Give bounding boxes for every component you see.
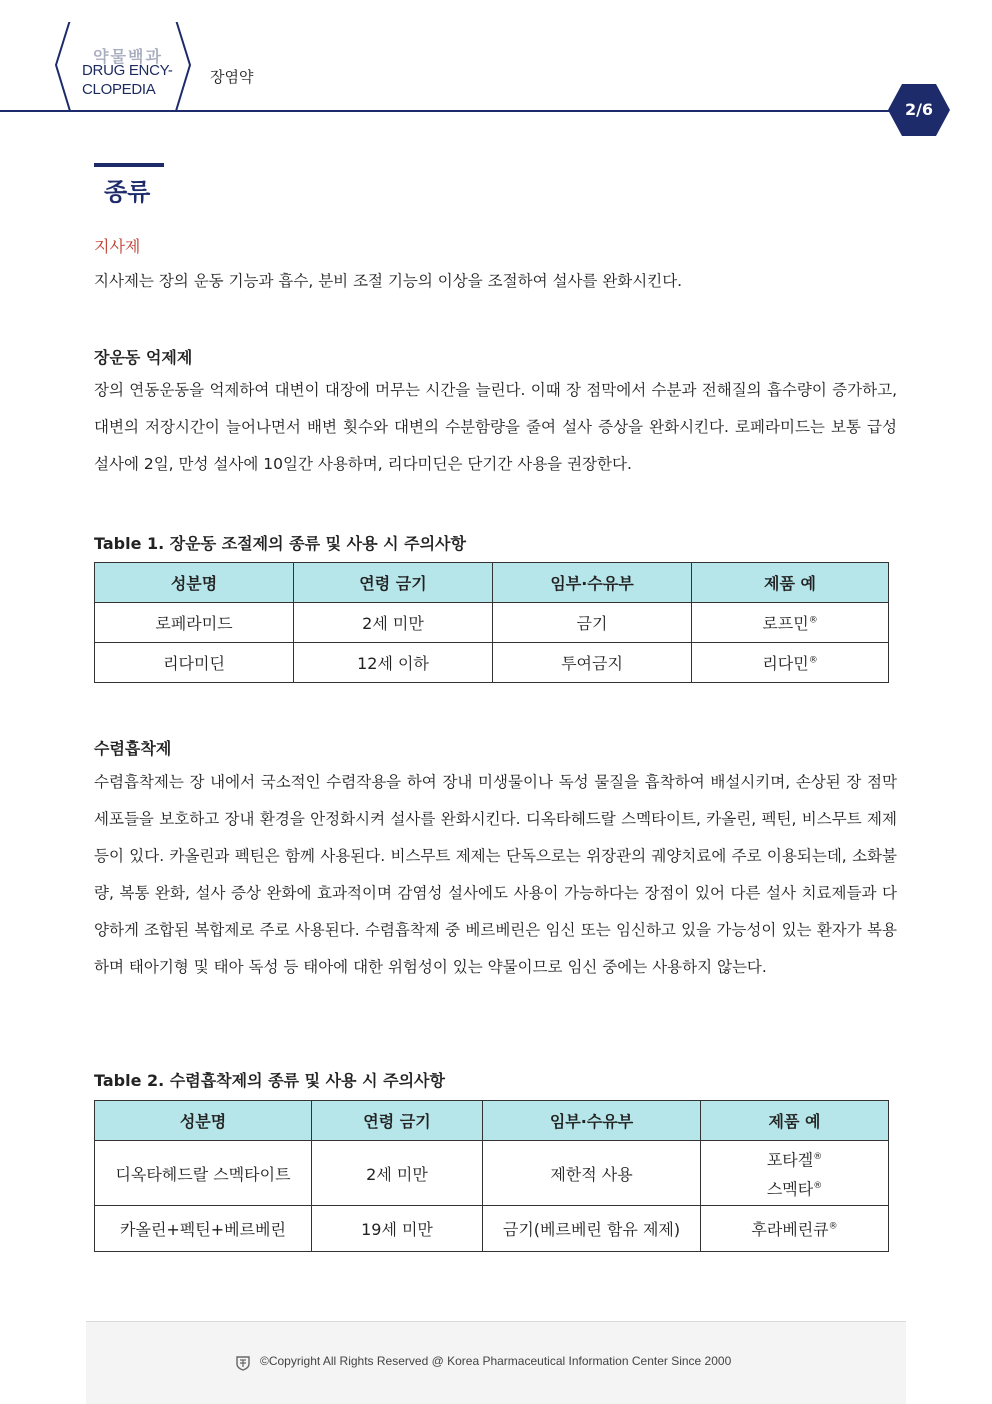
- table1-header-cell: 연령 금기: [294, 563, 493, 603]
- table2-header-cell: 연령 금기: [312, 1101, 483, 1141]
- table-cell: 디옥타헤드랄 스멕타이트: [95, 1141, 312, 1206]
- table2-header-cell: 임부·수유부: [483, 1101, 701, 1141]
- table-cell: 제한적 사용: [483, 1141, 701, 1206]
- table-cell: 2세 미만: [312, 1141, 483, 1206]
- page-header: [0, 0, 992, 140]
- section-title: 종류: [104, 178, 151, 206]
- table2-header-row: [95, 1101, 889, 1141]
- table-row: [95, 1141, 889, 1206]
- table2-header-cell: 성분명: [95, 1101, 312, 1141]
- section-accent-bar: [94, 163, 164, 167]
- table2-caption: Table 2. 수렴흡착제의 종류 및 사용 시 주의사항: [94, 1071, 445, 1090]
- table1-caption: Table 1. 장운동 조절제의 종류 및 사용 시 주의사항: [94, 534, 466, 553]
- antidiarrheal-paragraph: 지사제는 장의 운동 기능과 흡수, 분비 조절 기능의 이상을 조절하여 설사를 완화시킨다.: [94, 272, 683, 290]
- motility-heading: 장운동 억제제: [94, 348, 193, 367]
- registered-mark: ®: [808, 615, 818, 626]
- table-cell: 로페라미드: [95, 603, 294, 643]
- product-name: 로프민: [762, 614, 809, 633]
- brand-korean-title: 약물백과: [93, 47, 163, 66]
- table-cell: 리다미딘: [95, 643, 294, 683]
- product-line: [701, 1144, 888, 1173]
- motility-paragraph: 장의 연동운동을 억제하여 대변이 대장에 머무는 시간을 늘린다. 이때 장 점막에서 수분과 전해질의 흡수량이 증가하고, 대변의 저장시간이 늘어나면서 배변 횟수와 대변의 수분함량을 줄여 설사 증상을 완화시킨다. 로페라미드는 보통 급성 설사에 2일, 만성 설사에 10일간 사용하며, 리다미딘은 단기간 사용을 권장한다.: [94, 381, 897, 473]
- product-name: 리다민: [762, 654, 809, 673]
- table-cell: 카올린+펙틴+베르베린: [95, 1206, 312, 1252]
- registered-mark: ®: [808, 655, 818, 666]
- product-line: [701, 1173, 888, 1202]
- registered-mark: ®: [813, 1151, 823, 1162]
- page-footer: [86, 1321, 906, 1404]
- adsorbent-paragraph: 수렴흡착제는 장 내에서 국소적인 수렴작용을 하여 장내 미생물이나 독성 물질을 흡착하여 배설시키며, 손상된 장 점막 세포들을 보호하고 장내 환경을 안정화시켜 설사를 완화시킨다. 디옥타헤드랄 스멕타이트, 카올린, 펙틴, 비스무트 제제 등이 있다. 카올린과 펙틴은 함께 사용된다. 비스무트 제제는 단독으로는 위장관의 궤양치료에 주로 이용되는데, 소화불량, 복통 완화, 설사 증상 완화에 효과적이며 감염성 설사에도 사용이 가능하다는 장점이 있어 다른 설사 치료제들과 다양하게 조합된 복합제로 주로 사용된다. 수렴흡착제 중 베르베린은 임신 또는 임신하고 있을 가능성이 있는 환자가 복용하며 태아기형 및 태아 독성 등 태아에 대한 위험성이 있는 약물이므로 임신 중에는 사용하지 않는다.: [94, 773, 897, 976]
- registered-mark: ®: [828, 1221, 838, 1232]
- product-name: 포타겔: [766, 1150, 814, 1169]
- page-number: 2/6: [904, 100, 934, 119]
- brand-line-2: CLOPEDIA: [82, 81, 156, 98]
- table-cell-product: [692, 643, 889, 683]
- table-cell: 금기: [493, 603, 692, 643]
- table-cell-product: [701, 1141, 889, 1206]
- table-row: [95, 603, 889, 643]
- product-name: 후라베린큐: [751, 1220, 829, 1239]
- table-cell: 2세 미만: [294, 603, 493, 643]
- table1-header-row: [95, 563, 889, 603]
- brand-line-1: DRUG ENCY-: [82, 62, 173, 79]
- table-cell: 12세 이하: [294, 643, 493, 683]
- antidiarrheal-heading: 지사제: [94, 237, 141, 256]
- registered-mark: ®: [813, 1181, 823, 1191]
- table1-header-cell: 성분명: [95, 563, 294, 603]
- copyright-text: ©Copyright All Rights Reserved @ Korea Pharmaceutical Information Center Since 2000: [260, 1354, 732, 1368]
- adsorbent-heading: 수렴흡착제: [94, 739, 172, 758]
- table2: [94, 1100, 889, 1252]
- table-row: [95, 1206, 889, 1252]
- table1-header-cell: 임부·수유부: [493, 563, 692, 603]
- table-row: [95, 643, 889, 683]
- table-cell-product: [692, 603, 889, 643]
- brand-english-title: [82, 61, 173, 99]
- document-category: 장염약: [210, 68, 254, 86]
- table1-header-cell: 제품 예: [692, 563, 889, 603]
- table1: [94, 562, 889, 683]
- organization-logo-icon: [235, 1355, 251, 1371]
- table-cell: 19세 미만: [312, 1206, 483, 1252]
- product-name: 스멕타: [766, 1179, 814, 1199]
- table-cell-product: [701, 1206, 889, 1252]
- table2-header-cell: 제품 예: [701, 1101, 889, 1141]
- table-cell: 투여금지: [493, 643, 692, 683]
- table-cell: 금기(베르베린 함유 제제): [483, 1206, 701, 1252]
- hexagon-top-gap: [50, 12, 190, 22]
